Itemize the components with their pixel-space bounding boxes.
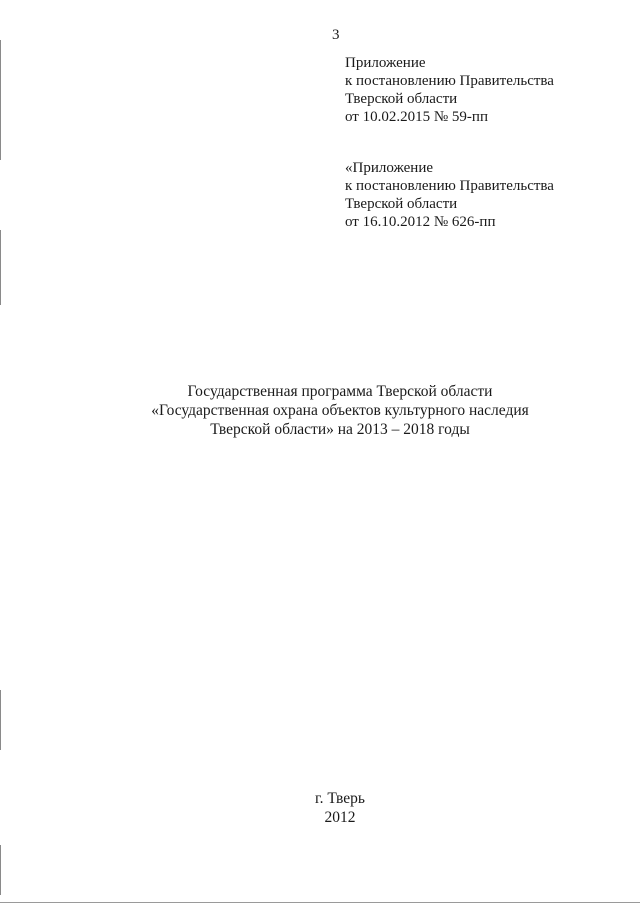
program-title-line-2: «Государственная охрана объектов культурного наследия (151, 402, 529, 419)
scan-edge-mark-lower (0, 690, 1, 750)
scan-edge-mark-bottom (0, 845, 1, 895)
scan-edge-mark-top (0, 40, 1, 160)
page-number: 3 (332, 27, 340, 43)
annex-original-title: «Приложение (345, 160, 434, 176)
annex-current-title: Приложение (345, 55, 426, 71)
annex-current-decree: к постановлению Правительства (345, 73, 554, 89)
program-title (120, 382, 560, 439)
annex-original-block (345, 159, 615, 231)
program-title-line-1: Государственная программа Тверской области (187, 383, 493, 400)
scan-edge-mark-middle (0, 230, 1, 305)
year: 2012 (324, 809, 356, 826)
city: г. Тверь (315, 790, 365, 807)
annex-current-region: Тверской области (345, 91, 458, 107)
annex-original-decree: к постановлению Правительства (345, 178, 554, 194)
place-and-year (240, 789, 440, 827)
scan-bottom-edge (0, 902, 640, 903)
annex-current-date-number: от 10.02.2015 № 59-пп (345, 109, 488, 125)
annex-current-block (345, 54, 615, 126)
annex-original-date-number: от 16.10.2012 № 626-пп (345, 214, 496, 230)
program-title-line-3: Тверской области» на 2013 – 2018 годы (210, 421, 470, 438)
annex-original-region: Тверской области (345, 196, 458, 212)
